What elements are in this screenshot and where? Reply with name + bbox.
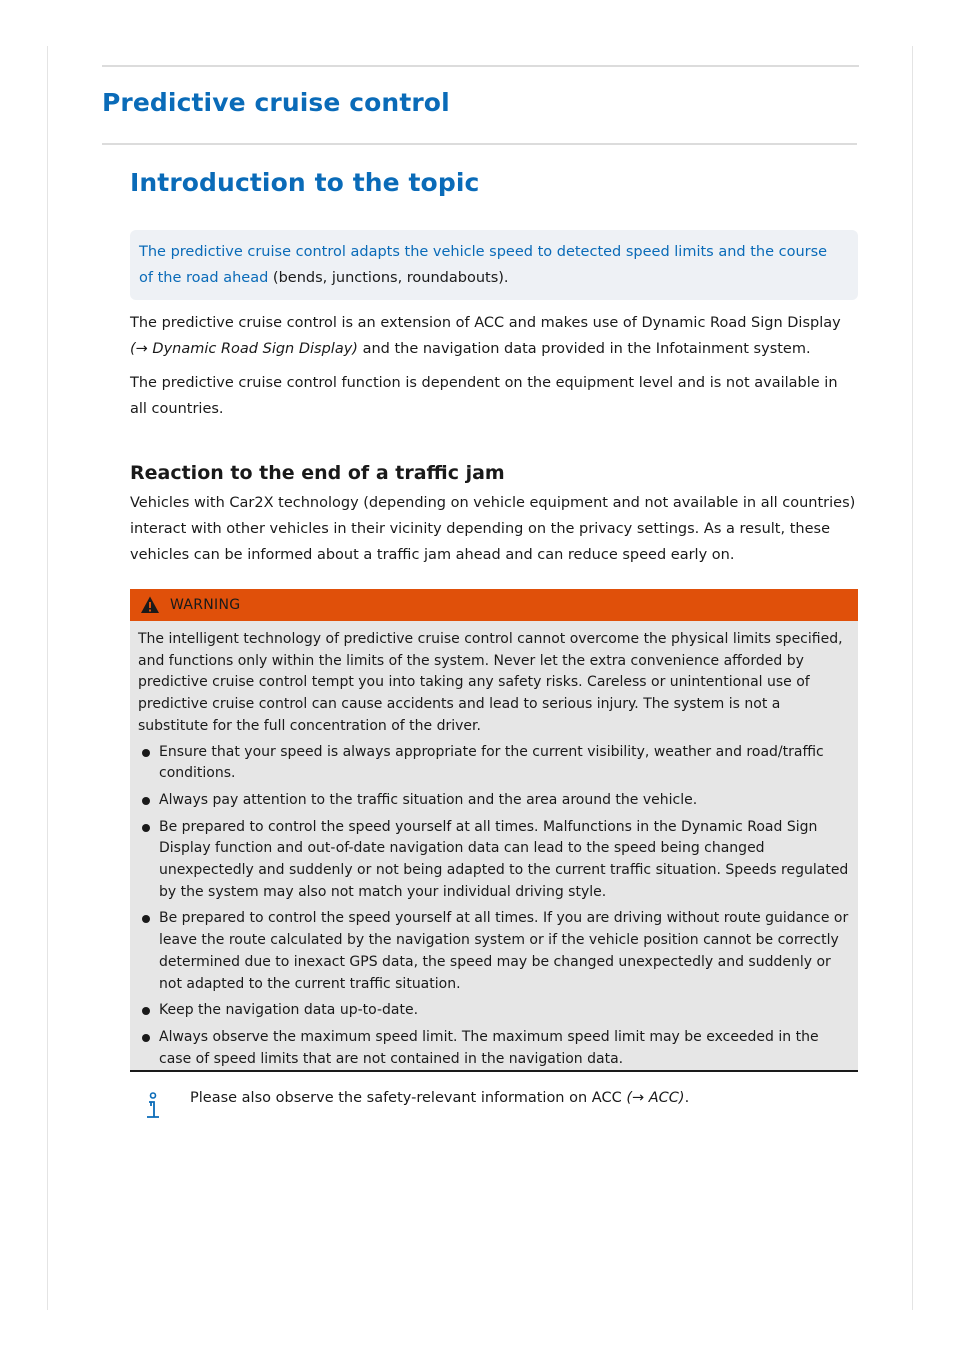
- warning-bullet: [138, 1000, 850, 1022]
- warning-bullet: [138, 742, 850, 785]
- section-title: Introduction to the topic: [130, 168, 480, 197]
- paragraph-text: and the navigation data provided in the Infotainment system.: [357, 341, 811, 357]
- warning-bullet: [138, 790, 850, 812]
- bullet-icon: [142, 915, 150, 923]
- warning-list: [138, 742, 850, 1071]
- warning-triangle-icon: [140, 595, 160, 615]
- intro-box: [130, 230, 858, 300]
- bullet-icon: [142, 749, 150, 757]
- paragraph-acc-extension: [130, 310, 858, 362]
- page-border-right: [912, 46, 913, 1310]
- warning-text: The intelligent technology of predictive cruise control cannot overcome the physical limits specified, and functions only within the limits of the system. Never let the extra convenience afforded by predictive cruise control tempt you into taking any safety risks. Careless or unintentional use of predictive cruise control can cause accidents and lead to serious injury. The system is not a substitute for the full concentration of the driver.: [138, 631, 843, 734]
- paragraph-text: The predictive cruise control is an extension of ACC and makes use of Dynamic Road Sign Display: [130, 315, 841, 331]
- warning-label: WARNING: [170, 597, 241, 613]
- bullet-icon: [142, 1007, 150, 1015]
- bullet-icon: [142, 1034, 150, 1042]
- warning-bullet: [138, 1027, 850, 1070]
- page-title: Predictive cruise control: [102, 88, 450, 117]
- bullet-text: Ensure that your speed is always appropriate for the current visibility, weather and road/traffic conditions.: [159, 743, 824, 782]
- bullet-text: Be prepared to control the speed yourself at all times. If you are driving without route guidance or leave the route calculated by the navigation system or if the vehicle position cannot be correctly determined due to inexact GPS data, the speed may be changed unexpectedly and suddenly or not adapted to the current traffic situation.: [159, 910, 849, 992]
- note-text-end: .: [684, 1090, 690, 1106]
- warning-bullet: [138, 908, 850, 995]
- note-text-main: Please also observe the safety-relevant information on ACC: [190, 1090, 627, 1106]
- title-divider: [102, 143, 857, 145]
- warning-body: [130, 621, 858, 1070]
- warning-bullet: [138, 817, 850, 904]
- subheading-traffic-jam: Reaction to the end of a traffic jam: [130, 462, 505, 484]
- intro-rest: (bends, junctions, roundabouts).: [268, 270, 509, 286]
- bullet-icon: [142, 797, 150, 805]
- note-text: [190, 1087, 689, 1109]
- bullet-icon: [142, 824, 150, 832]
- bullet-text: Be prepared to control the speed yourself at all times. Malfunctions in the Dynamic Road Sign Display function and out-of-date navigation data can lead to the speed being changed unexpectedly and suddenly or not being adapted to the current traffic situation. Speeds regulated by the system may also not match your individual driving style.: [159, 818, 849, 900]
- link-acc[interactable]: (→ ACC): [626, 1090, 685, 1106]
- bullet-text: Keep the navigation data up-to-date.: [159, 1002, 419, 1019]
- warning-bottom-rule: [130, 1070, 858, 1072]
- info-icon: [144, 1092, 162, 1120]
- bullet-text: Always observe the maximum speed limit. The maximum speed limit may be exceeded in the case of speed limits that are not contained in the navigation data.: [159, 1028, 819, 1067]
- top-divider: [102, 65, 859, 67]
- intro-highlight: The predictive cruise control adapts the vehicle speed to detected speed limits and the course of the road ahead: [139, 244, 828, 286]
- page-border-left: [47, 46, 48, 1310]
- paragraph-availability: The predictive cruise control function is dependent on the equipment level and is not available in all countries.: [130, 375, 838, 417]
- paragraph-car2x: Vehicles with Car2X technology (depending on vehicle equipment and not available in all countries) interact with other vehicles in their vicinity depending on the privacy settings. As a result, these vehicles can be informed about a traffic jam ahead and can reduce speed early on.: [130, 495, 856, 563]
- warning-header: [130, 589, 858, 621]
- bullet-text: Always pay attention to the traffic situation and the area around the vehicle.: [159, 791, 698, 808]
- link-dynamic-road-sign-display[interactable]: (→ Dynamic Road Sign Display): [130, 341, 358, 357]
